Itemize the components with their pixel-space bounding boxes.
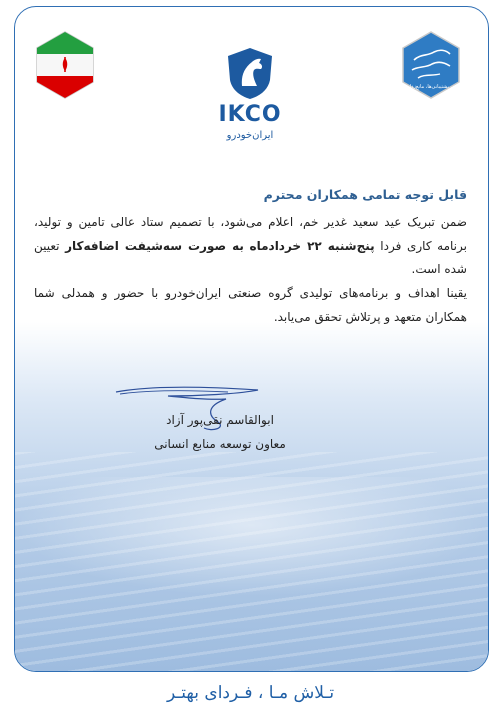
paragraph-2: یقینا اهداف و برنامه‌های تولیدی گروه صنعتی ایران‌خودرو با حضور و همدلی شما همکاران متعهد و پرتلاش تحقق می‌یابد. <box>34 286 467 324</box>
signer-role: معاون توسعه منابع انسانی <box>154 437 286 451</box>
iran-flag-icon <box>34 30 96 100</box>
calligraphy-emblem-icon <box>400 30 462 100</box>
paragraph-1-shift: به صورت سه‌شیفت اضافه‌کار <box>65 238 244 253</box>
horse-shield-icon <box>225 46 275 100</box>
signer-name: ابوالقاسم نقی‌پور آزاد <box>166 413 274 427</box>
letter-title: قابل توجه تمامی همکاران محترم <box>263 187 467 202</box>
emblem-text: تولید، پشتیبانی‌ها، مانع‌زدایی‌ها <box>400 84 462 90</box>
background-haze <box>15 477 488 597</box>
footer-slogan: تـلاش مـا ، فـردای بهتـر <box>166 683 335 703</box>
paragraph-1-day: پنج‌شنبه ۲۲ خردادماه <box>249 238 375 253</box>
logo-wordmark: IKCO <box>218 102 282 127</box>
ikco-logo <box>200 46 300 146</box>
letter-body <box>34 211 467 330</box>
paragraph-1-part-c: تعیین شده است. <box>34 238 467 277</box>
logo-persian-text: ایران‌خودرو <box>226 130 274 141</box>
paragraph-1-part-a: ضمن تبریک عید سعید غدیر خم، اعلام می‌شود، با تصمیم ستاد عالی تامین و تولید، برنامه کاری فردا <box>34 215 467 253</box>
